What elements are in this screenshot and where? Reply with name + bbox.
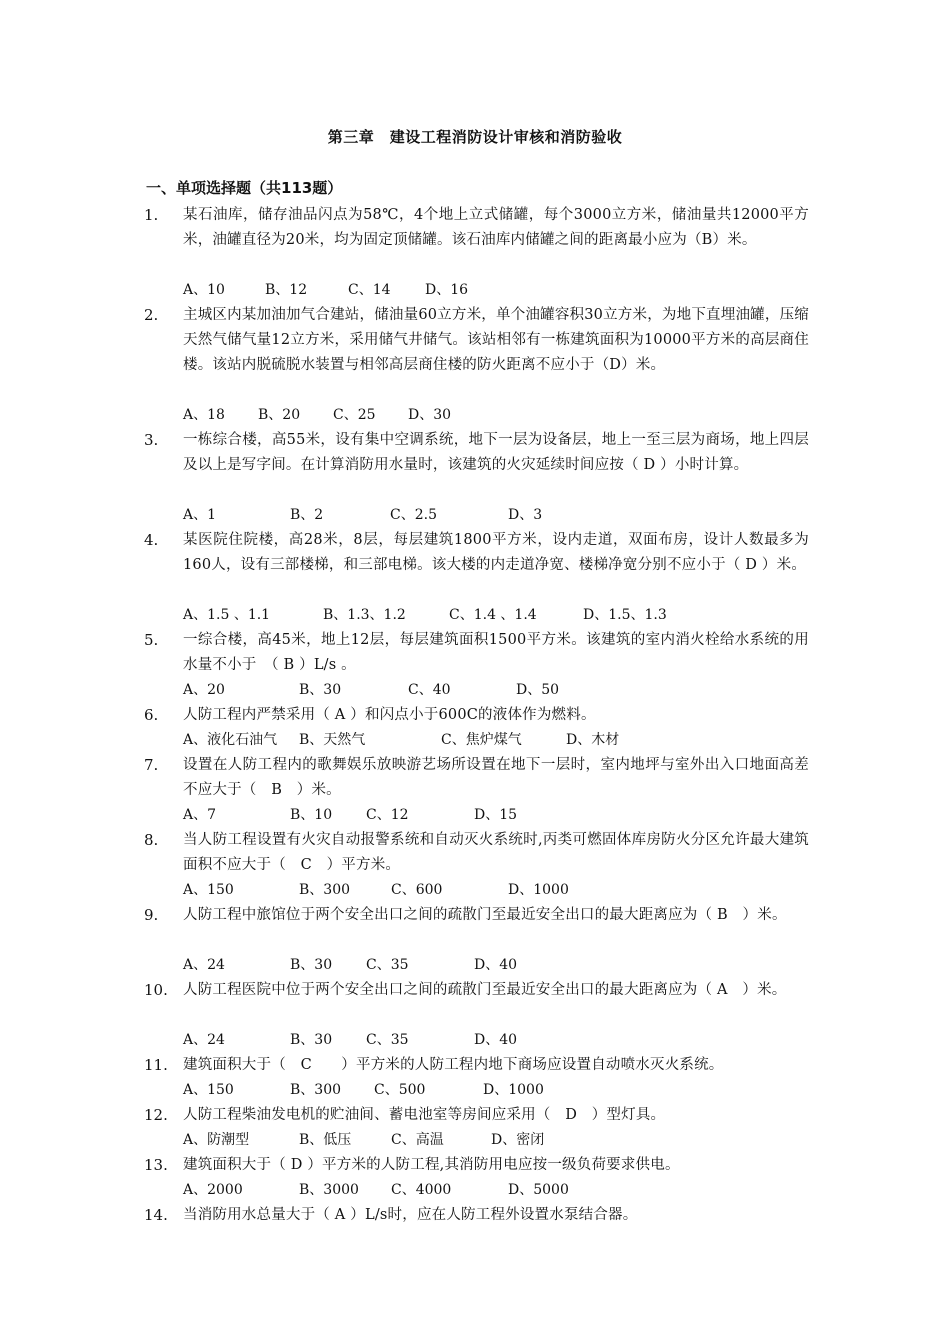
question-number: 4. [144, 531, 159, 549]
question-number: 2. [144, 306, 159, 324]
chapter-title: 第三章 建设工程消防设计审核和消防验收 [327, 128, 623, 146]
question-text: 主城区内某加油加气合建站，储油量60立方米，单个油罐容积30立方米，为地下直埋油罐，压缩天然气储气量12立方米，采用储气井储气。该站相邻有一栋建筑面积为10000平方米的高层商住楼。该站内脱硫脱水装置与相邻高层商住楼的防火距离不应小于（D）米。 [183, 307, 809, 373]
question-number: 6. [144, 706, 159, 724]
answer-option: C、40 [408, 682, 451, 698]
answer-option: D、1000 [483, 1082, 544, 1098]
answer-option: B、2 [290, 507, 324, 523]
question-text: 设置在人防工程内的歌舞娱乐放映游艺场所设置在地下一层时，室内地坪与室外出入口地面高差不应大于（ B ）米。 [183, 757, 809, 798]
answer-option: C、高温 [391, 1132, 444, 1148]
answer-option: A、18 [183, 407, 225, 423]
answer-option: D、木材 [566, 732, 620, 748]
question-number: 3. [144, 431, 159, 449]
answer-option: B、12 [265, 282, 308, 298]
answer-option: C、2.5 [390, 507, 437, 523]
answer-option: B、30 [290, 1032, 333, 1048]
answer-option: D、40 [474, 957, 518, 973]
answer-option: D、5000 [508, 1182, 569, 1198]
question-number: 10. [144, 981, 168, 999]
question-text: 建筑面积大于（ C ）平方米的人防工程内地下商场应设置自动喷水灭火系统。 [183, 1057, 724, 1073]
question-text: 人防工程内严禁采用（ A ）和闪点小于600C的液体作为燃料。 [183, 707, 596, 723]
answer-option: C、500 [374, 1082, 426, 1098]
answer-option: B、30 [290, 957, 333, 973]
question-text: 当消防用水总量大于（ A ）L/s时，应在人防工程外设置水泵结合器。 [183, 1207, 638, 1223]
answer-option: A、150 [183, 882, 234, 898]
answer-option: A、10 [183, 282, 225, 298]
answer-option: D、16 [425, 282, 469, 298]
answer-option: B、1.3、1.2 [323, 607, 406, 623]
answer-option: A、防潮型 [183, 1132, 250, 1148]
answer-option: C、25 [333, 407, 376, 423]
answer-option: B、20 [258, 407, 301, 423]
question-text: 一综合楼，高45米，地上12层，每层建筑面积1500平方米。该建筑的室内消火栓给水系统的用水量不小于 （ B ）L/s 。 [183, 632, 809, 673]
answer-option: B、3000 [299, 1182, 359, 1198]
answer-option: B、天然气 [299, 732, 366, 748]
answer-option: A、24 [183, 1032, 225, 1048]
answer-option: C、14 [348, 282, 391, 298]
answer-option: B、300 [299, 882, 351, 898]
question-number: 11. [144, 1056, 168, 1074]
answer-option: C、12 [366, 807, 409, 823]
answer-option: A、150 [183, 1082, 234, 1098]
answer-option: D、40 [474, 1032, 518, 1048]
answer-option: A、2000 [183, 1182, 243, 1198]
question-number: 14. [144, 1206, 168, 1224]
question-number: 7. [144, 756, 159, 774]
question-number: 1. [144, 206, 159, 224]
question-number: 12. [144, 1106, 168, 1124]
answer-option: D、3 [508, 507, 543, 523]
question-number: 9. [144, 906, 159, 924]
answer-option: B、低压 [299, 1132, 352, 1148]
question-text: 一栋综合楼，高55米，设有集中空调系统，地下一层为设备层，地上一至三层为商场，地上四层及以上是写字间。在计算消防用水量时，该建筑的火灾延续时间应按（ D ）小时计算。 [183, 432, 809, 473]
answer-option: C、600 [391, 882, 443, 898]
answer-option: D、50 [516, 682, 560, 698]
answer-option: D、1.5、1.3 [583, 607, 667, 623]
answer-option: C、35 [366, 957, 409, 973]
answer-option: A、1 [183, 507, 217, 523]
question-text: 人防工程中旅馆位于两个安全出口之间的疏散门至最近安全出口的最大距离应为（ B ）米。 [183, 907, 787, 923]
answer-option: A、24 [183, 957, 225, 973]
answer-option: A、7 [183, 807, 217, 823]
answer-option: C、1.4 、1.4 [449, 607, 537, 623]
answer-option: D、密闭 [491, 1132, 545, 1148]
question-text: 建筑面积大于（ D ）平方米的人防工程,其消防用电应按一级负荷要求供电。 [183, 1157, 680, 1173]
answer-option: C、4000 [391, 1182, 452, 1198]
answer-option: A、20 [183, 682, 225, 698]
answer-option: C、焦炉煤气 [441, 732, 522, 748]
section-heading: 一、单项选择题（共113题） [146, 179, 343, 197]
answer-option: D、15 [474, 807, 518, 823]
question-number: 13. [144, 1156, 168, 1174]
answer-option: B、30 [299, 682, 342, 698]
answer-option: A、液化石油气 [183, 732, 278, 748]
question-number: 8. [144, 831, 159, 849]
answer-option: B、10 [290, 807, 333, 823]
answer-option: A、1.5 、1.1 [183, 607, 271, 623]
question-number: 5. [144, 631, 159, 649]
question-text: 人防工程医院中位于两个安全出口之间的疏散门至最近安全出口的最大距离应为（ A ）米。 [183, 982, 787, 998]
question-text: 当人防工程设置有火灾自动报警系统和自动灭火系统时,丙类可燃固体库房防火分区允许最大建筑面积不应大于（ C ）平方米。 [183, 832, 809, 873]
answer-option: D、1000 [508, 882, 569, 898]
answer-option: B、300 [290, 1082, 342, 1098]
question-text: 人防工程柴油发电机的贮油间、蓄电池室等房间应采用（ D ）型灯具。 [183, 1107, 666, 1123]
answer-option: D、30 [408, 407, 452, 423]
question-text: 某石油库，储存油品闪点为58℃，4个地上立式储罐，每个3000立方米，储油量共12000平方米，油罐直径为20米，均为固定顶储罐。该石油库内储罐之间的距离最小应为（B）米。 [183, 207, 809, 248]
answer-option: C、35 [366, 1032, 409, 1048]
question-text: 某医院住院楼，高28米，8层，每层建筑1800平方米，设内走道，双面布房，设计人数最多为160人，设有三部楼梯，和三部电梯。该大楼的内走道净宽、楼梯净宽分别不应小于（ D ）米。 [183, 532, 809, 573]
